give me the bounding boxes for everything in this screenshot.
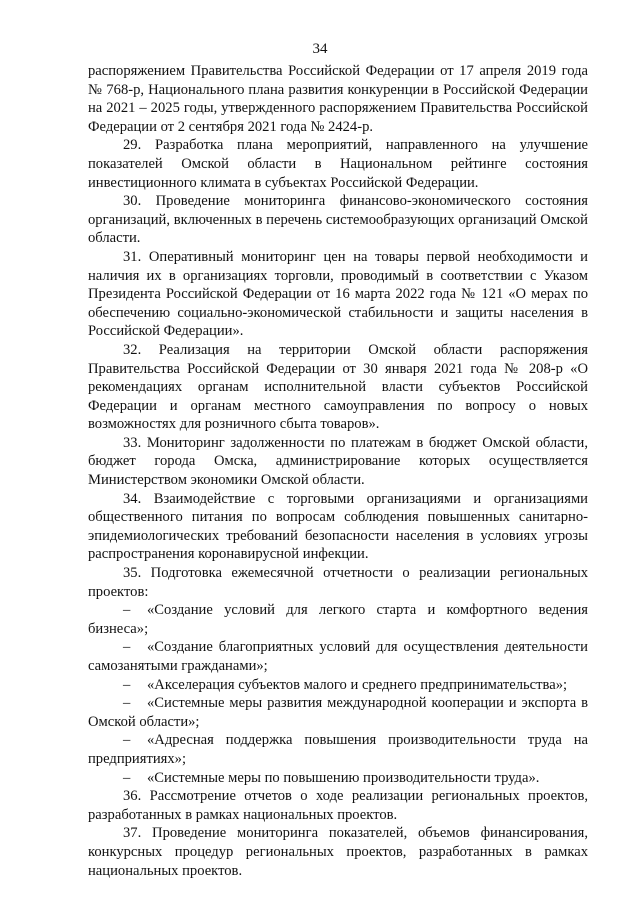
paragraph-33: 33. Мониторинг задолженности по платежам в бюджет Омской области, бюджет города Омска, администрирование которых осуществляется Министерством экономики Омской области. (88, 434, 588, 489)
paragraph-36: 36. Рассмотрение отчетов о ходе реализации региональных проектов, разработанных в рамках национальных проектов. (88, 788, 588, 823)
page-number: 34 (312, 41, 328, 57)
dash-marker: – (123, 695, 131, 712)
paragraph-31: 31. Оперативный мониторинг цен на товары первой необходимости и наличия их в организациях торговли, проводимый в соответствии с Указом Президента Российской Федерации от 16 марта 2022 года № 121 «О мерах по обеспечению социально-экономической стабильности и защиты населения в Российской Федерации». (88, 248, 588, 340)
project-list (88, 601, 588, 787)
dash-marker: – (123, 732, 131, 749)
paragraph-35: 35. Подготовка ежемесячной отчетности о реализации региональных проектов: (88, 565, 588, 600)
list-item (88, 769, 588, 788)
list-item (88, 676, 588, 695)
paragraph-34: 34. Взаимодействие с торговыми организациями и организациями общественного питания по вопросам соблюдения повышенных санитарно-эпидемиологических требований безопасности населения в условиях угрозы распространения коронавирусной инфекции. (88, 490, 588, 563)
list-item (88, 731, 588, 768)
paragraph-37: 37. Проведение мониторинга показателей, объемов финансирования, конкурсных процедур региональных проектов, разработанных в рамках национальных проектов. (88, 825, 588, 879)
dash-marker: – (123, 769, 131, 786)
list-item-text: «Создание условий для легкого старта и комфортного ведения бизнеса»; (88, 602, 588, 637)
list-item (88, 694, 588, 731)
dash-marker: – (123, 602, 131, 619)
paragraph-29: 29. Разработка плана мероприятий, направленного на улучшение показателей Омской области в Национальном рейтинге состояния инвестиционного климата в субъектах Российской Федерации. (88, 137, 588, 191)
list-item-text: «Создание благоприятных условий для осуществления деятельности самозанятыми гражданами»; (88, 639, 588, 674)
list-item (88, 601, 588, 638)
list-item (88, 638, 588, 675)
dash-marker: – (123, 639, 131, 656)
paragraph-30: 30. Проведение мониторинга финансово-экономического состояния организаций, включенных в перечень системообразующих организаций Омской области. (88, 193, 588, 247)
list-item-text: «Системные меры по повышению производительности труда». (147, 769, 540, 786)
dash-marker: – (123, 676, 131, 693)
paragraph-32: 32. Реализация на территории Омской области распоряжения Правительства Российской Федерации от 30 января 2021 года № 208-р «О рекомендациях органам исполнительной власти субъектов Российской Федерации и органам местного самоуправления по вопросу о новых возможностях для розничного сбыта товаров». (88, 341, 588, 433)
list-item-text: «Акселерация субъектов малого и среднего предпринимательства»; (147, 676, 568, 693)
document-body (88, 62, 588, 880)
paragraph-continuation: распоряжением Правительства Российской Федерации от 17 апреля 2019 года № 768-р, Национального плана развития конкуренции в Российской Федерации на 2021 – 2025 годы, утвержденного распоряжением Правительства Российской Федерации от 2 сентября 2021 года № 2424-р. (88, 63, 588, 135)
list-item-text: «Системные меры развития международной кооперации и экспорта в Омской области»; (88, 695, 588, 730)
list-item-text: «Адресная поддержка повышения производительности труда на предприятиях»; (88, 732, 588, 767)
